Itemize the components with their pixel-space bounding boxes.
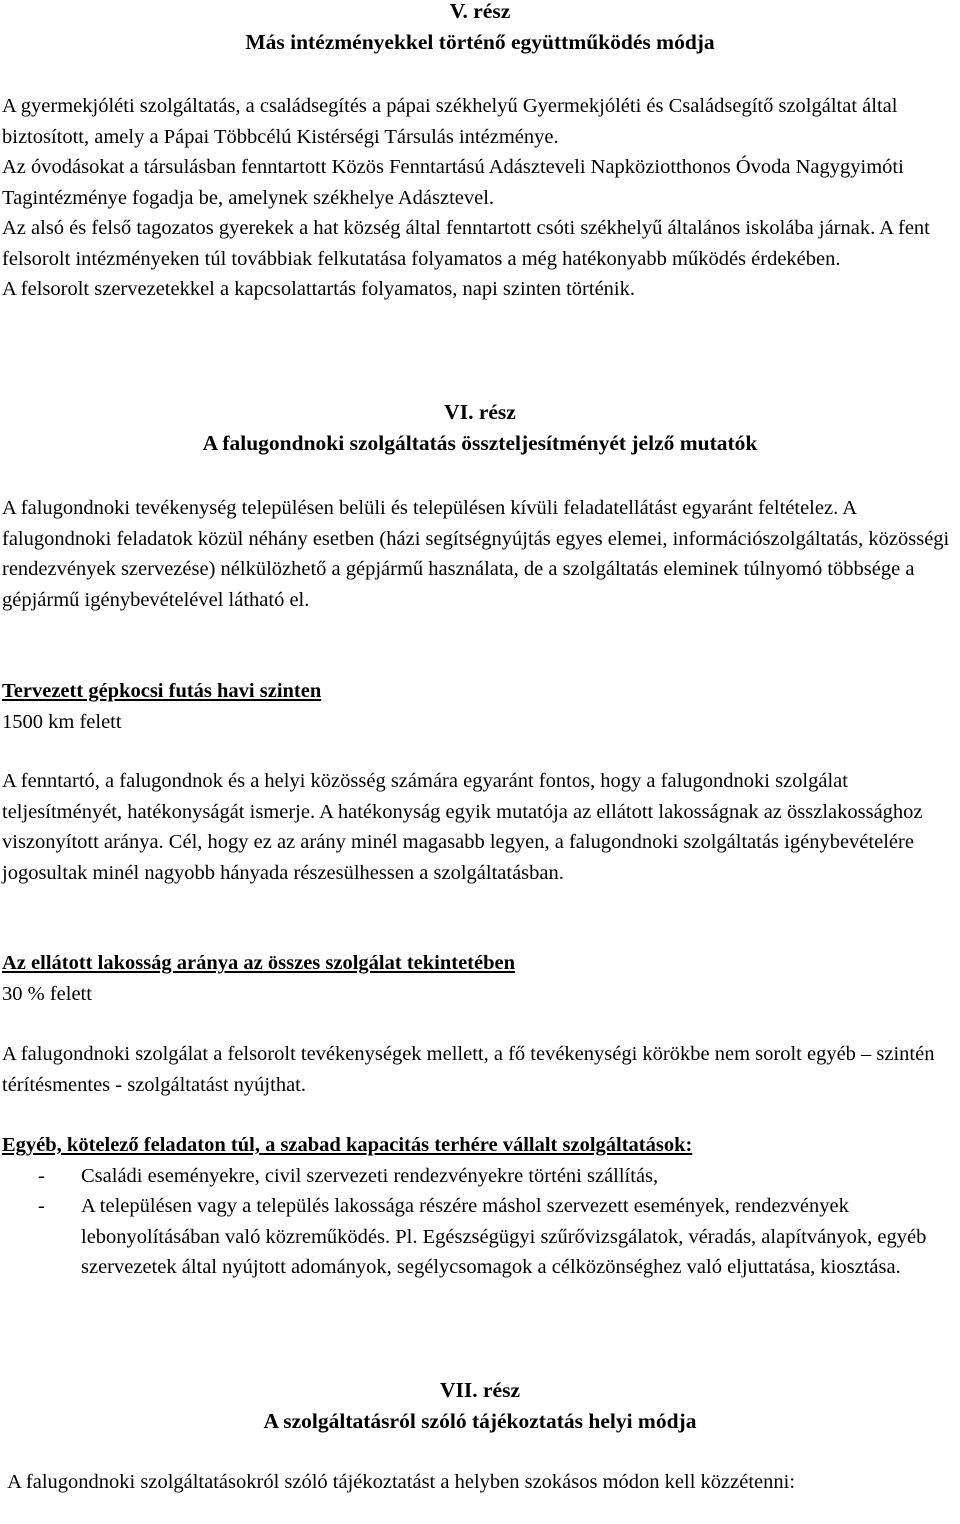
section-vi-paragraph-1-block xyxy=(2,493,958,615)
km-value: 1500 km felett xyxy=(2,710,122,733)
section-vii-title: A szolgáltatásról szóló tájékoztatás helyi módja xyxy=(263,1409,697,1433)
ratio-heading: Az ellátott lakosság aránya az összes szolgálat tekintetében xyxy=(2,952,516,974)
section-v-paragraph-4: A felsorolt szervezetekkel a kapcsolattartás folyamatos, napi szinten történik. xyxy=(2,278,635,300)
list-item xyxy=(2,1161,958,1192)
ratio-block xyxy=(2,948,958,1009)
section-v xyxy=(2,0,958,58)
extra-services-block xyxy=(2,1130,958,1283)
section-vii xyxy=(2,1375,958,1437)
section-vi xyxy=(2,397,958,459)
section-vii-body xyxy=(2,1467,958,1498)
section-vi-paragraph-3-block xyxy=(2,1039,958,1100)
dash-bullet: - xyxy=(38,1164,45,1187)
ratio-value: 30 % felett xyxy=(2,982,92,1005)
list-item-text: A településen vagy a település lakossága részére máshol szervezett események, rendezvények lebonyolításában való közreműködés. Pl. Egészségügyi szűrővizsgálatok, véradás, alapítványok, egyéb szervezetek által nyújtott adományok, segélycsomagok a célközönséghez való eljuttatása, kiosztása. xyxy=(81,1195,927,1278)
section-vi-title: A falugondnoki szolgáltatás összteljesítményét jelző mutatók xyxy=(202,431,758,455)
list-item xyxy=(2,1191,958,1283)
dash-bullet: - xyxy=(38,1195,45,1217)
section-v-paragraph-3: Az alsó és felső tagozatos gyerekek a hat község által fenntartott csóti székhelyű általános iskolába járnak. A fent felsorolt intézményeken túl továbbiak felkutatása folyamatos a még hatékonyabb működés érdekében. xyxy=(2,217,930,270)
km-block xyxy=(2,676,958,737)
section-v-body xyxy=(2,91,958,305)
section-vi-paragraph-3: A falugondnoki szolgálat a felsorolt tevékenységek mellett, a fő tevékenységi körökbe nem sorolt egyéb – szintén térítésmentes - szolgáltatást nyújthat. xyxy=(2,1043,935,1096)
section-v-label: V. rész xyxy=(449,0,511,23)
section-vi-paragraph-2: A fenntartó, a falugondnok és a helyi közösség számára egyaránt fontos, hogy a falugondnoki szolgálat teljesítményét, hatékonyságát ismerje. A hatékonyság egyik mutatója az ellátott lakosságnak az összlakossághoz viszonyított aránya. Cél, hogy ez az arány minél magasabb legyen, a falugondnoki szolgáltatás igénybevételére jogosultak minél nagyobb hányada részesülhessen a szolgáltatásban. xyxy=(2,770,923,884)
section-v-title: Más intézményekkel történő együttműködés módja xyxy=(245,30,715,54)
section-vi-paragraph-2-block xyxy=(2,766,958,888)
section-v-paragraph-2: Az óvodásokat a társulásban fenntartott Közös Fenntartású Adászteveli Napköziotthonos Óvoda Nagygyimóti Tagintézménye fogadja be, amelynek székhelye Adásztevel. xyxy=(2,156,904,209)
list-item-text: Családi eseményekre, civil szervezeti rendezvényekre történi szállítás, xyxy=(81,1164,659,1187)
section-vii-label: VII. rész xyxy=(439,1378,520,1402)
extra-services-heading: Egyéb, kötelező feladaton túl, a szabad kapacitás terhére vállalt szolgáltatások: xyxy=(2,1134,693,1156)
section-vi-paragraph-1: A falugondnoki tevékenység településen belüli és településen kívüli feladatellátást egyaránt feltételez. A falugondnoki feladatok közül néhány esetben (házi segítségnyújtás egyes elemei, információszolgáltatás, közösségi rendezvények szervezése) nélkülözhető a gépjármű használata, de a szolgáltatás eleminek túlnyomó többsége a gépjármű igénybevételével látható el. xyxy=(2,497,950,611)
section-v-paragraph-1: A gyermekjóléti szolgáltatás, a családsegítés a pápai székhelyű Gyermekjóléti és Családsegítő szolgáltat által biztosított, amely a Pápai Többcélú Kistérségi Társulás intézménye. xyxy=(2,95,898,148)
extra-services-list xyxy=(2,1161,958,1283)
section-vi-label: VI. rész xyxy=(444,400,516,424)
section-vii-paragraph: A falugondnoki szolgáltatásokról szóló tájékoztatást a helyben szokásos módon kell közzétenni: xyxy=(2,1471,796,1493)
km-heading: Tervezett gépkocsi futás havi szinten xyxy=(2,680,322,702)
